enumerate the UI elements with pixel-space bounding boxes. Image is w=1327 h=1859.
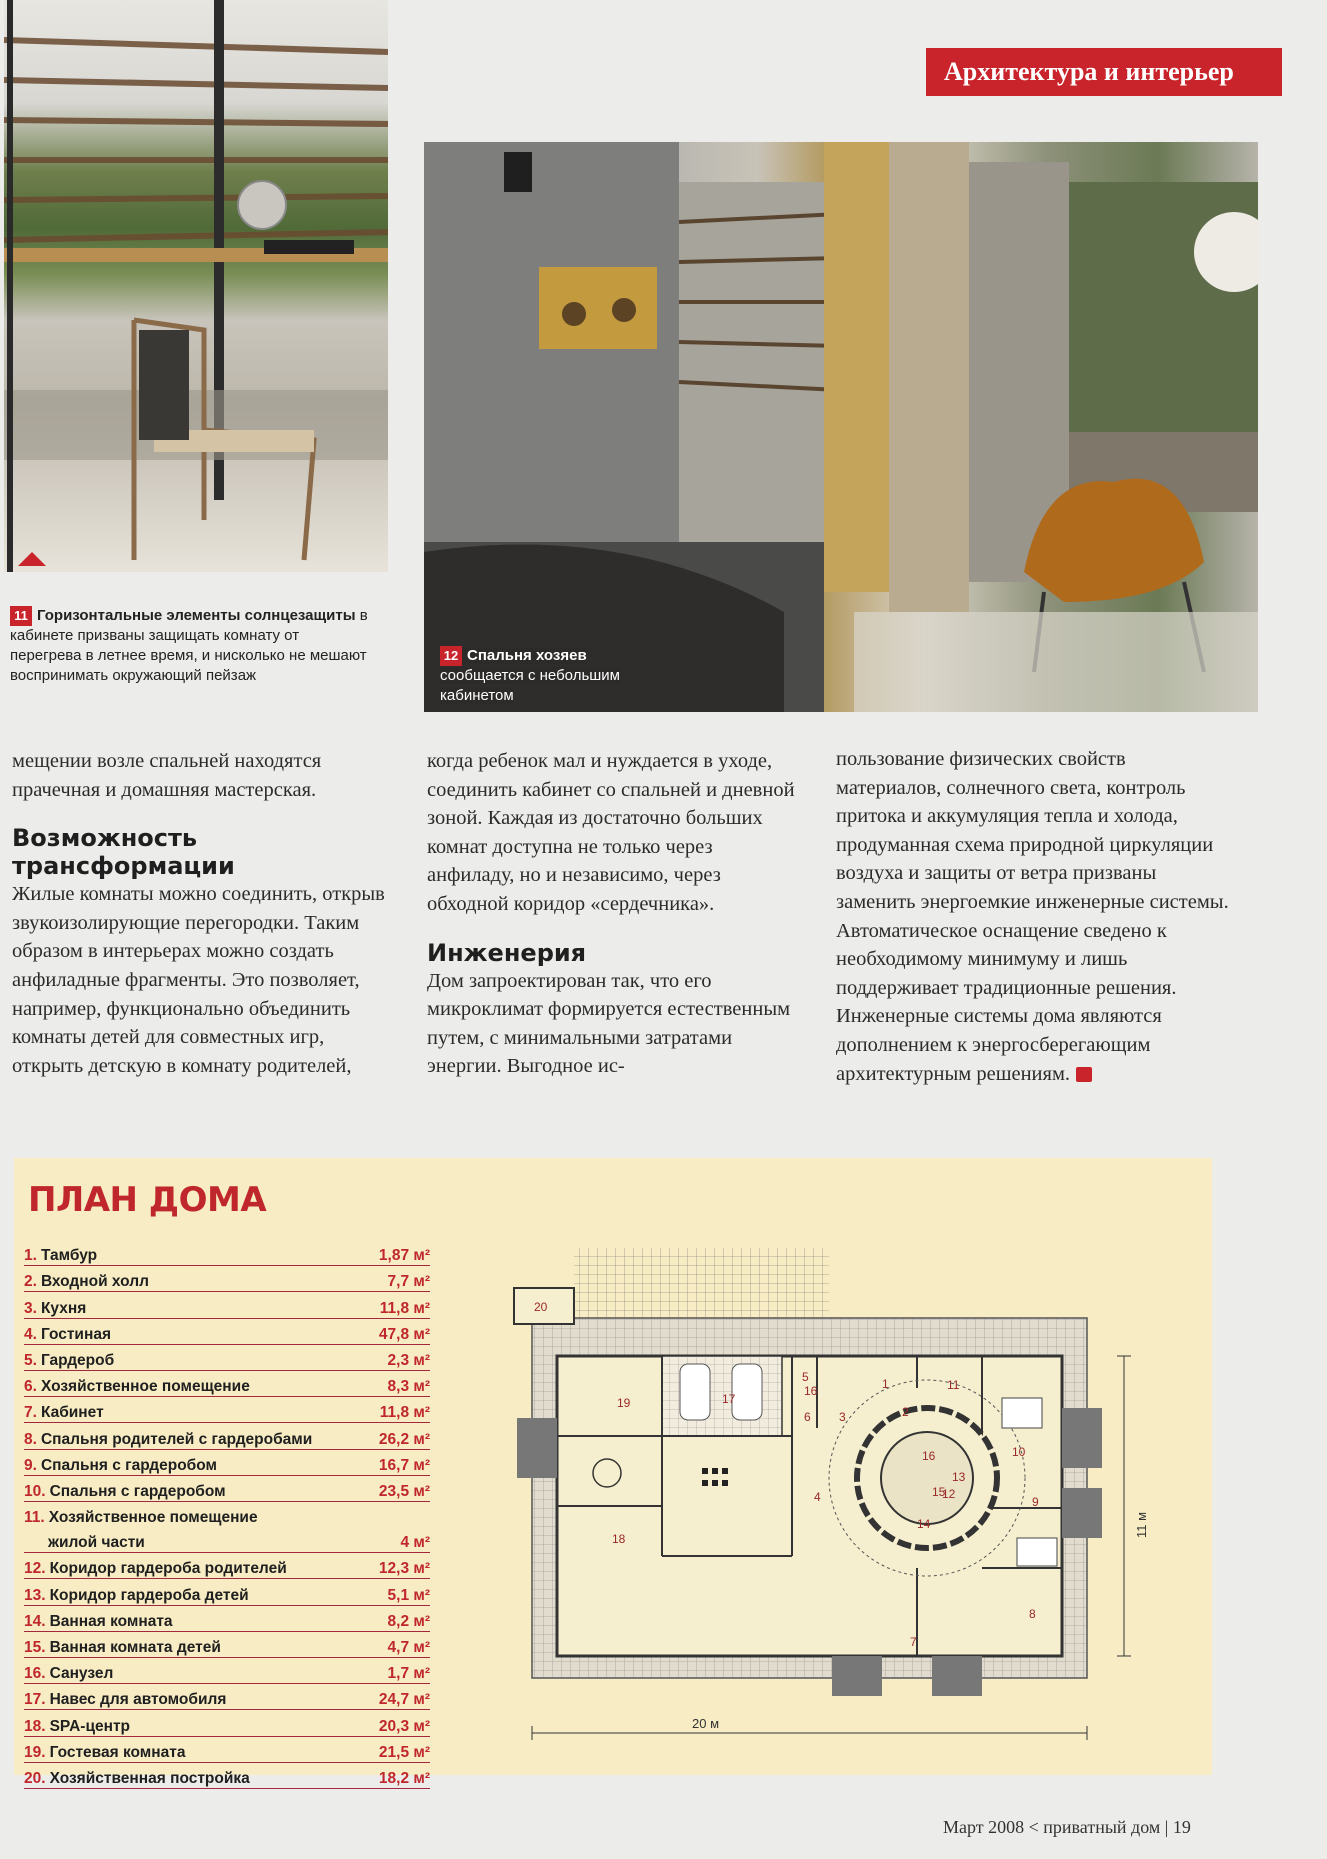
arrow-up-icon <box>18 552 46 566</box>
svg-text:14: 14 <box>917 1517 931 1531</box>
list-item: 6. Хозяйственное помещение 8,3 м² <box>24 1371 430 1397</box>
list-item: 12. Коридор гардероба родителей 12,3 м² <box>24 1553 430 1579</box>
caption-bold: Спальня хозяев <box>467 647 587 664</box>
svg-text:16: 16 <box>804 1384 818 1398</box>
end-of-article-icon <box>1076 1067 1092 1082</box>
svg-text:4: 4 <box>814 1490 821 1504</box>
article-column-1 <box>12 747 397 1080</box>
svg-text:9: 9 <box>1032 1495 1039 1509</box>
plan-title: ПЛАН ДОМА <box>28 1180 267 1220</box>
list-item: 7. Кабинет 11,8 м² <box>24 1397 430 1423</box>
list-item: 8. Спальня родителей с гардеробами 26,2 м² <box>24 1423 430 1449</box>
list-item: 10. Спальня с гардеробом 23,5 м² <box>24 1476 430 1502</box>
svg-text:17: 17 <box>722 1392 736 1406</box>
svg-text:16: 16 <box>922 1449 936 1463</box>
photo-master-bedroom <box>424 142 1258 712</box>
svg-text:13: 13 <box>952 1470 966 1484</box>
list-item: 13. Коридор гардероба детей 5,1 м² <box>24 1579 430 1605</box>
dimension-height: 11 м <box>1134 1511 1149 1538</box>
list-item: 16. Санузел 1,7 м² <box>24 1658 430 1684</box>
svg-text:6: 6 <box>804 1410 811 1424</box>
caption-text: сообщается с небольшим кабинетом <box>440 667 620 704</box>
list-item: 17. Навес для автомобиля 24,7 м² <box>24 1684 430 1710</box>
paragraph: когда ребенок мал и нуждается в уходе, соединить кабинет со спальней и дневной зоной. Каждая из достаточно больших комнат доступна не только через анфиладу, но и независимо, через обходной коридор «сердечника». <box>427 750 795 915</box>
list-item: 18. SPA-центр 20,3 м² <box>24 1710 430 1736</box>
svg-text:18: 18 <box>612 1532 626 1546</box>
svg-text:15: 15 <box>932 1485 946 1499</box>
floor-plan-drawing <box>462 1238 1202 1756</box>
caption-text: в кабинете призваны защищать комнату от перегрева в летнее время, и нисколько не мешают воспринимать окружающий пейзаж <box>10 607 368 684</box>
page-footer: Март 2008 < приватный дом | 19 <box>943 1817 1191 1837</box>
svg-text:2: 2 <box>902 1405 909 1419</box>
svg-text:12: 12 <box>942 1487 956 1501</box>
svg-text:7: 7 <box>910 1635 917 1649</box>
list-item-continuation: жилой части 4 м² <box>24 1527 430 1553</box>
list-item: 4. Гостиная 47,8 м² <box>24 1319 430 1345</box>
svg-text:3: 3 <box>839 1410 846 1424</box>
caption-number-badge: 12 <box>440 646 462 666</box>
list-item: 1. Тамбур 1,87 м² <box>24 1240 430 1266</box>
section-tab: Архитектура и интерьер <box>926 48 1282 96</box>
list-item: 11. Хозяйственное помещение <box>24 1509 258 1527</box>
svg-text:1: 1 <box>882 1377 889 1391</box>
svg-text:11: 11 <box>947 1378 960 1392</box>
caption-photo-12 <box>440 646 660 706</box>
paragraph: Жилые комнаты можно соединить, открыв звукоизолирующие перегородки. Таким образом в интерьерах можно создать анфиладные фрагменты. Это позволяет, например, функционально объединить комнаты детей для совместных игр, открыть детскую в комнату родителей, <box>12 883 385 1077</box>
list-item: 14. Ванная комната 8,2 м² <box>24 1606 430 1632</box>
list-item: 3. Кухня 11,8 м² <box>24 1292 430 1318</box>
article-column-2 <box>427 747 802 1081</box>
caption-bold: Горизонтальные элементы солнцезащиты <box>37 607 356 624</box>
room-list <box>24 1240 430 1789</box>
svg-text:5: 5 <box>802 1370 809 1384</box>
caption-photo-11 <box>10 606 370 686</box>
svg-text:19: 19 <box>617 1396 631 1410</box>
caption-number-badge: 11 <box>10 606 32 626</box>
list-item: 15. Ванная комната детей 4,7 м² <box>24 1632 430 1658</box>
section-heading: Инженерия <box>427 938 587 967</box>
article-column-3 <box>836 745 1231 1088</box>
list-item: 2. Входной холл 7,7 м² <box>24 1266 430 1292</box>
dimension-width: 20 м <box>692 1716 720 1731</box>
paragraph: мещении возле спальней находятся прачечная и домашняя мастерская. <box>12 750 322 801</box>
svg-text:8: 8 <box>1029 1607 1036 1621</box>
list-item: 5. Гардероб 2,3 м² <box>24 1345 430 1371</box>
paragraph: Дом запроектирован так, что его микроклимат формируется естественным путем, с минимальными затратами энергии. Выгодное ис- <box>427 969 791 1078</box>
section-heading: Возможность трансформации <box>12 824 235 881</box>
svg-text:10: 10 <box>1012 1445 1026 1459</box>
list-item: 20. Хозяйственная постройка 18,2 м² <box>24 1763 430 1789</box>
list-item: 19. Гостевая комната 21,5 м² <box>24 1737 430 1763</box>
paragraph: пользование физических свойств материалов, солнечного света, контроль притока и аккумуляция тепла и холода, продуманная схема природной циркуляции воздуха и защиты от ветра призваны заменить энергоемкие инженерные системы. Автоматическое оснащение сведено к необходимому минимуму и лишь поддерживает традиционные решения. Инженерные системы дома являются дополнением к энергосберегающим архитектурным решениям. <box>836 748 1229 1085</box>
photo-office-sunshades <box>4 0 388 572</box>
list-item: 9. Спальня с гардеробом 16,7 м² <box>24 1450 430 1476</box>
svg-text:20: 20 <box>534 1300 548 1314</box>
